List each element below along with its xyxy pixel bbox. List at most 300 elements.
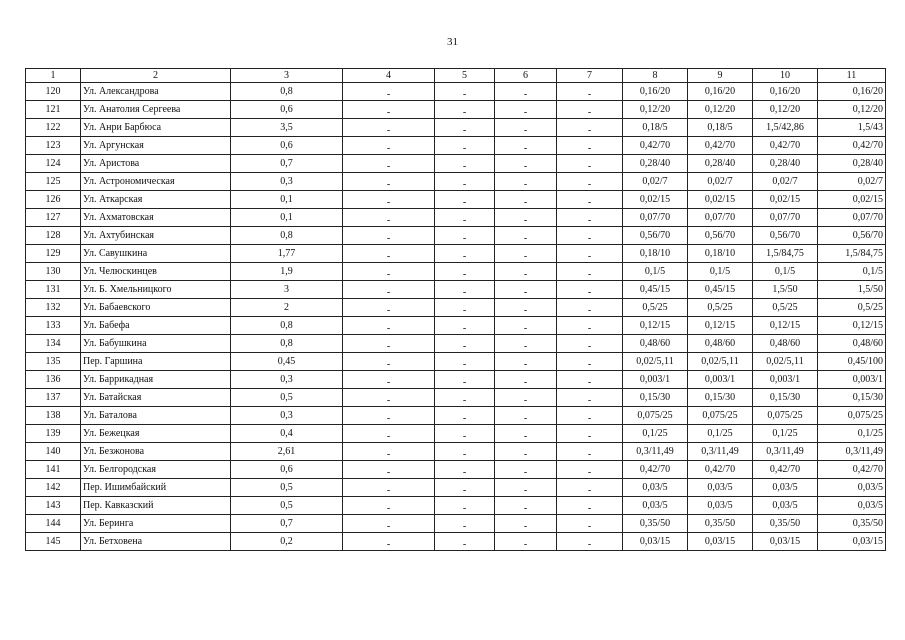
col11-value: 0,3/11,49 [818, 443, 886, 461]
col11-value: 0,45/100 [818, 353, 886, 371]
col8-value: 0,18/10 [623, 245, 688, 263]
length-value: 3,5 [231, 119, 343, 137]
col7-value [557, 173, 623, 191]
col8-value: 0,35/50 [623, 515, 688, 533]
dash-mark: - [386, 232, 391, 244]
col6-value [495, 137, 557, 155]
dash-mark: - [523, 160, 528, 172]
col10-value: 0,35/50 [753, 515, 818, 533]
dash-mark: - [386, 142, 391, 154]
street-name: Ул. Аристова [81, 155, 231, 173]
length-value: 0,5 [231, 497, 343, 515]
dash-mark: - [386, 88, 391, 100]
dash-mark: - [462, 520, 467, 532]
col10-value: 0,02/7 [753, 173, 818, 191]
col6-value [495, 155, 557, 173]
length-value: 0,8 [231, 227, 343, 245]
dash-mark: - [523, 304, 528, 316]
col8-value: 0,03/5 [623, 497, 688, 515]
col7-value [557, 371, 623, 389]
table-row [26, 443, 886, 461]
col6-value [495, 479, 557, 497]
col11-value: 0,15/30 [818, 389, 886, 407]
row-number: 122 [26, 119, 81, 137]
col5-value [435, 137, 495, 155]
col8-value: 0,03/15 [623, 533, 688, 551]
dash-mark: - [523, 124, 528, 136]
col5-value [435, 173, 495, 191]
col9-value: 0,42/70 [688, 137, 753, 155]
table-row [26, 173, 886, 191]
row-number: 125 [26, 173, 81, 191]
col7-value [557, 479, 623, 497]
length-value: 0,6 [231, 461, 343, 479]
col6-value [495, 245, 557, 263]
row-number: 127 [26, 209, 81, 227]
col9-value: 0,03/5 [688, 479, 753, 497]
dash-mark: - [587, 106, 592, 118]
col5-value [435, 155, 495, 173]
col6-value [495, 443, 557, 461]
col5-value [435, 371, 495, 389]
length-value: 0,3 [231, 407, 343, 425]
length-value: 0,3 [231, 371, 343, 389]
col6-value [495, 515, 557, 533]
street-name: Пер. Гаршина [81, 353, 231, 371]
col10-value: 0,28/40 [753, 155, 818, 173]
col7-value [557, 191, 623, 209]
table-row [26, 515, 886, 533]
row-number: 142 [26, 479, 81, 497]
col11-value: 0,16/20 [818, 83, 886, 101]
col4-value [343, 173, 435, 191]
dash-mark: - [462, 232, 467, 244]
col11-value: 0,12/20 [818, 101, 886, 119]
col6-value [495, 497, 557, 515]
length-value: 0,2 [231, 533, 343, 551]
dash-mark: - [587, 250, 592, 262]
dash-mark: - [523, 484, 528, 496]
col11-value: 1,5/50 [818, 281, 886, 299]
length-value: 3 [231, 281, 343, 299]
table-row [26, 245, 886, 263]
col6-value [495, 227, 557, 245]
dash-mark: - [523, 250, 528, 262]
row-number: 126 [26, 191, 81, 209]
length-value: 0,7 [231, 515, 343, 533]
street-name: Пер. Кавказский [81, 497, 231, 515]
row-number: 134 [26, 335, 81, 353]
dash-mark: - [587, 502, 592, 514]
col7-value [557, 101, 623, 119]
col9-value: 0,35/50 [688, 515, 753, 533]
col9-value: 0,28/40 [688, 155, 753, 173]
dash-mark: - [462, 88, 467, 100]
col7-value [557, 119, 623, 137]
col8-value: 0,075/25 [623, 407, 688, 425]
col4-value [343, 191, 435, 209]
dash-mark: - [587, 88, 592, 100]
length-value: 0,1 [231, 191, 343, 209]
dash-mark: - [523, 538, 528, 550]
col9-value: 0,5/25 [688, 299, 753, 317]
col7-value [557, 263, 623, 281]
dash-mark: - [386, 106, 391, 118]
dash-mark: - [523, 88, 528, 100]
col9-value: 0,12/15 [688, 317, 753, 335]
street-name: Ул. Ахтубинская [81, 227, 231, 245]
street-name: Ул. Анри Барбюса [81, 119, 231, 137]
dash-mark: - [386, 520, 391, 532]
dash-mark: - [587, 430, 592, 442]
dash-mark: - [523, 358, 528, 370]
col8-value: 0,5/25 [623, 299, 688, 317]
dash-mark: - [462, 538, 467, 550]
row-number: 132 [26, 299, 81, 317]
col9-value: 0,1/25 [688, 425, 753, 443]
street-name: Ул. Бетховена [81, 533, 231, 551]
col-header-11: 11 [818, 69, 886, 83]
col7-value [557, 155, 623, 173]
col7-value [557, 443, 623, 461]
col6-value [495, 335, 557, 353]
dash-mark: - [462, 250, 467, 262]
col6-value [495, 101, 557, 119]
dash-mark: - [523, 214, 528, 226]
row-number: 144 [26, 515, 81, 533]
col7-value [557, 281, 623, 299]
dash-mark: - [587, 394, 592, 406]
table-row [26, 353, 886, 371]
col7-value [557, 299, 623, 317]
table-body [26, 83, 886, 551]
dash-mark: - [523, 178, 528, 190]
col8-value: 0,12/15 [623, 317, 688, 335]
col4-value [343, 443, 435, 461]
dash-mark: - [386, 484, 391, 496]
col8-value: 0,15/30 [623, 389, 688, 407]
col11-value: 0,56/70 [818, 227, 886, 245]
row-number: 141 [26, 461, 81, 479]
dash-mark: - [523, 196, 528, 208]
col7-value [557, 407, 623, 425]
col5-value [435, 407, 495, 425]
col-header-3: 3 [231, 69, 343, 83]
col4-value [343, 83, 435, 101]
col4-value [343, 479, 435, 497]
street-name: Ул. Аткарская [81, 191, 231, 209]
street-name: Ул. Б. Хмельницкого [81, 281, 231, 299]
col6-value [495, 533, 557, 551]
dash-mark: - [523, 106, 528, 118]
col10-value: 0,56/70 [753, 227, 818, 245]
table-row [26, 317, 886, 335]
col11-value: 0,5/25 [818, 299, 886, 317]
street-name: Ул. Савушкина [81, 245, 231, 263]
col11-value: 1,5/43 [818, 119, 886, 137]
col7-value [557, 245, 623, 263]
col5-value [435, 101, 495, 119]
dash-mark: - [587, 322, 592, 334]
col11-value: 0,03/15 [818, 533, 886, 551]
dash-mark: - [462, 214, 467, 226]
dash-mark: - [523, 268, 528, 280]
col9-value: 0,02/15 [688, 191, 753, 209]
dash-mark: - [462, 268, 467, 280]
table-row [26, 479, 886, 497]
table-row [26, 119, 886, 137]
col4-value [343, 155, 435, 173]
col11-value: 0,02/15 [818, 191, 886, 209]
table-row [26, 209, 886, 227]
col10-value: 0,03/5 [753, 479, 818, 497]
col10-value: 0,48/60 [753, 335, 818, 353]
dash-mark: - [462, 106, 467, 118]
street-name: Ул. Баррикадная [81, 371, 231, 389]
dash-mark: - [462, 358, 467, 370]
col6-value [495, 461, 557, 479]
row-number: 137 [26, 389, 81, 407]
table-row [26, 227, 886, 245]
dash-mark: - [523, 376, 528, 388]
col9-value: 0,3/11,49 [688, 443, 753, 461]
col10-value: 0,003/1 [753, 371, 818, 389]
col11-value: 0,075/25 [818, 407, 886, 425]
col11-value: 0,03/5 [818, 479, 886, 497]
col9-value: 0,07/70 [688, 209, 753, 227]
col6-value [495, 407, 557, 425]
dash-mark: - [386, 124, 391, 136]
col5-value [435, 281, 495, 299]
dash-mark: - [386, 268, 391, 280]
dash-mark: - [587, 196, 592, 208]
col10-value: 0,02/15 [753, 191, 818, 209]
dash-mark: - [523, 412, 528, 424]
col6-value [495, 353, 557, 371]
col9-value: 0,075/25 [688, 407, 753, 425]
col11-value: 0,42/70 [818, 461, 886, 479]
col10-value: 0,1/25 [753, 425, 818, 443]
table-row [26, 299, 886, 317]
row-number: 131 [26, 281, 81, 299]
dash-mark: - [462, 502, 467, 514]
col5-value [435, 227, 495, 245]
street-name: Ул. Бабефа [81, 317, 231, 335]
dash-mark: - [523, 322, 528, 334]
dash-mark: - [523, 340, 528, 352]
col8-value: 0,12/20 [623, 101, 688, 119]
col7-value [557, 209, 623, 227]
dash-mark: - [386, 502, 391, 514]
col5-value [435, 209, 495, 227]
col8-value: 0,02/5,11 [623, 353, 688, 371]
col5-value [435, 317, 495, 335]
col-header-6: 6 [495, 69, 557, 83]
table-row [26, 335, 886, 353]
col-header-7: 7 [557, 69, 623, 83]
dash-mark: - [386, 214, 391, 226]
dash-mark: - [523, 430, 528, 442]
col7-value [557, 335, 623, 353]
length-value: 2,61 [231, 443, 343, 461]
col5-value [435, 497, 495, 515]
dash-mark: - [462, 160, 467, 172]
col-header-2: 2 [81, 69, 231, 83]
col5-value [435, 119, 495, 137]
col-header-10: 10 [753, 69, 818, 83]
col-header-5: 5 [435, 69, 495, 83]
col9-value: 0,03/5 [688, 497, 753, 515]
col6-value [495, 317, 557, 335]
col4-value [343, 461, 435, 479]
col7-value [557, 389, 623, 407]
col11-value: 0,03/5 [818, 497, 886, 515]
table-row [26, 533, 886, 551]
dash-mark: - [386, 322, 391, 334]
col11-value: 0,42/70 [818, 137, 886, 155]
col10-value: 0,42/70 [753, 137, 818, 155]
col7-value [557, 227, 623, 245]
col8-value: 0,07/70 [623, 209, 688, 227]
col4-value [343, 209, 435, 227]
table-row [26, 281, 886, 299]
dash-mark: - [523, 520, 528, 532]
col5-value [435, 479, 495, 497]
col10-value: 0,12/20 [753, 101, 818, 119]
col7-value [557, 317, 623, 335]
col6-value [495, 263, 557, 281]
row-number: 120 [26, 83, 81, 101]
col-header-4: 4 [343, 69, 435, 83]
col11-value: 0,1/25 [818, 425, 886, 443]
dash-mark: - [587, 124, 592, 136]
col4-value [343, 317, 435, 335]
col6-value [495, 83, 557, 101]
dash-mark: - [587, 268, 592, 280]
dash-mark: - [587, 304, 592, 316]
length-value: 0,8 [231, 335, 343, 353]
length-value: 0,5 [231, 479, 343, 497]
length-value: 1,9 [231, 263, 343, 281]
col8-value: 0,16/20 [623, 83, 688, 101]
col-header-1: 1 [26, 69, 81, 83]
col5-value [435, 389, 495, 407]
col7-value [557, 425, 623, 443]
header-row [26, 69, 886, 83]
dash-mark: - [587, 178, 592, 190]
dash-mark: - [587, 340, 592, 352]
dash-mark: - [462, 484, 467, 496]
col4-value [343, 299, 435, 317]
col9-value: 0,48/60 [688, 335, 753, 353]
col8-value: 0,56/70 [623, 227, 688, 245]
dash-mark: - [386, 160, 391, 172]
street-name: Ул. Бежецкая [81, 425, 231, 443]
row-number: 130 [26, 263, 81, 281]
col4-value [343, 407, 435, 425]
col10-value: 0,12/15 [753, 317, 818, 335]
length-value: 0,6 [231, 101, 343, 119]
length-value: 0,6 [231, 137, 343, 155]
col4-value [343, 533, 435, 551]
dash-mark: - [587, 412, 592, 424]
street-name: Пер. Ишимбайский [81, 479, 231, 497]
col9-value: 0,12/20 [688, 101, 753, 119]
table-row [26, 155, 886, 173]
row-number: 138 [26, 407, 81, 425]
col9-value: 0,42/70 [688, 461, 753, 479]
col8-value: 0,02/7 [623, 173, 688, 191]
street-name: Ул. Безжонова [81, 443, 231, 461]
col11-value: 0,28/40 [818, 155, 886, 173]
col10-value: 0,42/70 [753, 461, 818, 479]
dash-mark: - [587, 466, 592, 478]
length-value: 0,5 [231, 389, 343, 407]
row-number: 140 [26, 443, 81, 461]
col8-value: 0,18/5 [623, 119, 688, 137]
street-name: Ул. Астрономическая [81, 173, 231, 191]
col6-value [495, 281, 557, 299]
col11-value: 0,07/70 [818, 209, 886, 227]
length-value: 0,8 [231, 317, 343, 335]
row-number: 135 [26, 353, 81, 371]
row-number: 145 [26, 533, 81, 551]
street-name: Ул. Аргунская [81, 137, 231, 155]
col8-value: 0,1/5 [623, 263, 688, 281]
col4-value [343, 137, 435, 155]
col10-value: 0,5/25 [753, 299, 818, 317]
street-name: Ул. Баталова [81, 407, 231, 425]
table-row [26, 137, 886, 155]
dash-mark: - [386, 178, 391, 190]
col10-value: 0,03/5 [753, 497, 818, 515]
dash-mark: - [386, 250, 391, 262]
col4-value [343, 353, 435, 371]
col11-value: 0,1/5 [818, 263, 886, 281]
row-number: 121 [26, 101, 81, 119]
col7-value [557, 353, 623, 371]
col7-value [557, 83, 623, 101]
col4-value [343, 245, 435, 263]
col6-value [495, 191, 557, 209]
dash-mark: - [386, 538, 391, 550]
street-name: Ул. Бабаевского [81, 299, 231, 317]
col8-value: 0,45/15 [623, 281, 688, 299]
dash-mark: - [462, 304, 467, 316]
col11-value: 0,003/1 [818, 371, 886, 389]
row-number: 123 [26, 137, 81, 155]
length-value: 0,3 [231, 173, 343, 191]
table-row [26, 191, 886, 209]
length-value: 0,8 [231, 83, 343, 101]
table-row [26, 425, 886, 443]
table-row [26, 407, 886, 425]
col4-value [343, 497, 435, 515]
dash-mark: - [386, 340, 391, 352]
dash-mark: - [386, 448, 391, 460]
dash-mark: - [587, 448, 592, 460]
col5-value [435, 533, 495, 551]
col-header-9: 9 [688, 69, 753, 83]
col9-value: 0,003/1 [688, 371, 753, 389]
col10-value: 0,075/25 [753, 407, 818, 425]
row-number: 136 [26, 371, 81, 389]
col4-value [343, 335, 435, 353]
col9-value: 0,02/5,11 [688, 353, 753, 371]
col10-value: 1,5/84,75 [753, 245, 818, 263]
dash-mark: - [462, 466, 467, 478]
col7-value [557, 497, 623, 515]
